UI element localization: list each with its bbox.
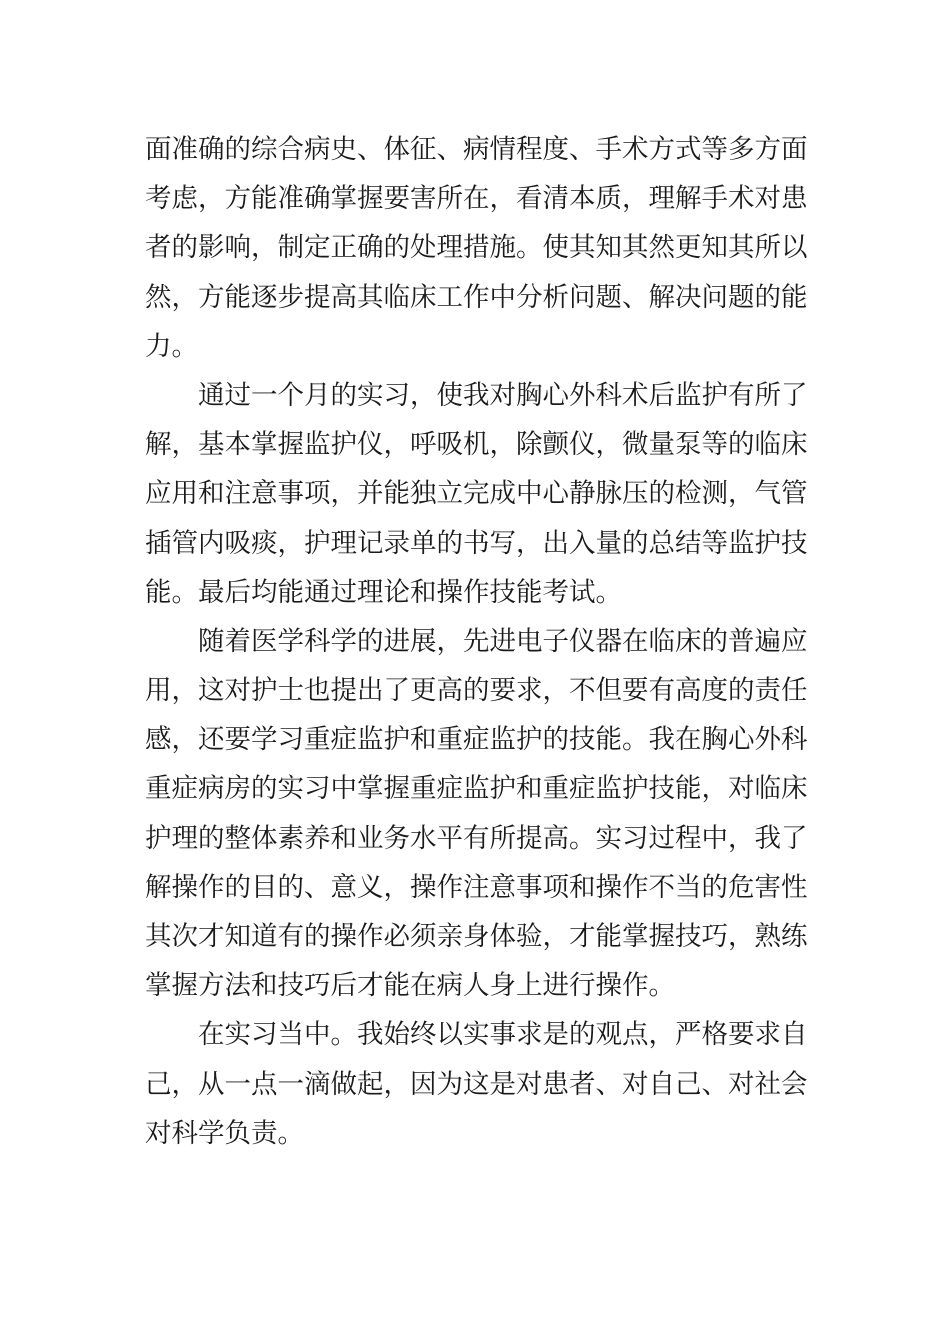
paragraph-line: 然，方能逐步提高其临床工作中分析问题、解决问题的能 [145, 281, 808, 313]
paragraph-line: 解，基本掌握监护仪，呼吸机，除颤仪，微量泵等的临床 [145, 429, 808, 461]
paragraph-line: 己，从一点一滴做起，因为这是对患者、对自己、对社会 [145, 1068, 808, 1100]
paragraph-4 [145, 1010, 807, 1158]
paragraph-2 [145, 371, 807, 617]
paragraph-line: 用，这对护士也提出了更高的要求，不但要有高度的责任 [145, 675, 808, 707]
paragraph-line: 感，还要学习重症监护和重症监护的技能。我在胸心外科 [145, 724, 808, 756]
paragraph-1 [145, 125, 807, 371]
paragraph-line: 解操作的目的、意义，操作注意事项和操作不当的危害性 [145, 871, 808, 903]
paragraph-line: 面准确的综合病史、体征、病情程度、手术方式等多方面 [145, 134, 808, 165]
document-body [145, 125, 807, 1158]
paragraph-line: 能。最后均能通过理论和操作技能考试。 [145, 576, 622, 608]
paragraph-line: 随着医学科学的进展，先进电子仪器在临床的普遍应 [198, 625, 808, 657]
paragraph-line: 应用和注意事项，并能独立完成中心静脉压的检测，气管 [145, 478, 808, 510]
paragraph-line: 力。 [145, 330, 198, 362]
paragraph-line: 护理的整体素养和业务水平有所提高。实习过程中，我了 [145, 822, 808, 854]
paragraph-line: 其次才知道有的操作必须亲身体验，才能掌握技巧，熟练 [145, 921, 808, 952]
paragraph-3 [145, 617, 807, 1011]
paragraph-line: 掌握方法和技巧后才能在病人身上进行操作。 [145, 970, 675, 1002]
paragraph-line: 考虑，方能准确掌握要害所在，看清本质，理解手术对患 [145, 183, 808, 215]
paragraph-line: 重症病房的实习中掌握重症监护和重症监护技能，对临床 [145, 773, 808, 805]
paragraph-line: 在实习当中。我始终以实事求是的观点，严格要求自 [198, 1019, 808, 1051]
paragraph-line: 者的影响，制定正确的处理措施。使其知其然更知其所以 [145, 232, 808, 264]
paragraph-line: 通过一个月的实习，使我对胸心外科术后监护有所了 [198, 379, 808, 411]
paragraph-line: 对科学负责。 [145, 1117, 304, 1149]
paragraph-line: 插管内吸痰，护理记录单的书写，出入量的总结等监护技 [145, 527, 808, 559]
